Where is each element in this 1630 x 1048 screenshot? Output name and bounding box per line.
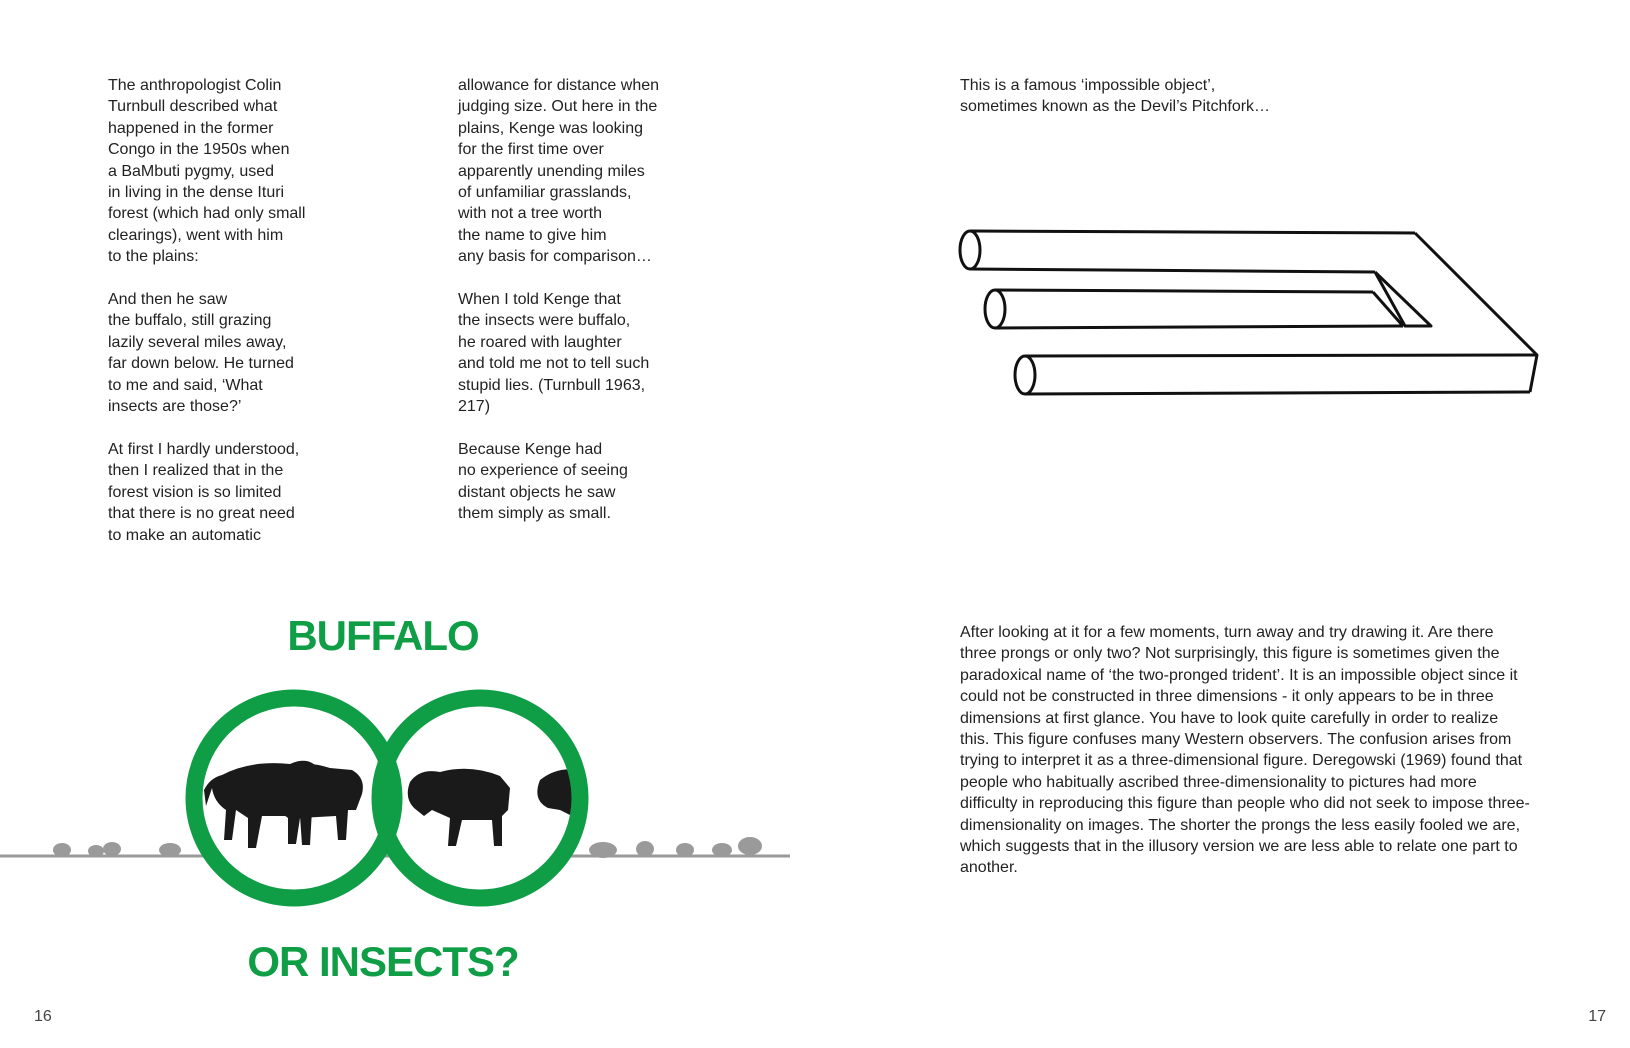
right-page [815, 0, 1630, 1048]
impossible-trident-icon [955, 220, 1555, 420]
illustration-title-top: BUFFALO [287, 612, 479, 659]
page-number-right: 17 [1588, 1008, 1606, 1025]
paragraph: When I told Kenge that the insects were buffalo, he roared with laughter and told me not to tell such stupid lies. (Turnbull 1963, 217) [458, 291, 650, 416]
page-number-left: 16 [34, 1008, 52, 1025]
paragraph: Because Kenge had no experience of seeing distant objects he saw them simply as small. [458, 440, 628, 523]
paragraph: At first I hardly understood, then I realized that in the forest vision is so limited that there is no great need to make an automatic [108, 440, 300, 544]
intro-text: This is a famous ‘impossible object’, sometimes known as the Devil’s Pitchfork… [960, 77, 1271, 116]
binoculars-buffalo-icon [0, 660, 800, 920]
explanation-text: After looking at it for a few moments, turn away and try drawing it. Are there three prongs or only two? Not surprisingly, this figure is sometimes given the paradoxical name of ‘the two-pronged trident’. It is an impossible object since it could not be constructed in three dimensions - it only appears to be in three dimensions at first glance. You have to look quite carefully in order to realize this. This figure confuses many Western observers. The confusion arises from trying to interpret it as a three-dimensional figure. Deregowski (1969) found that people who habitually ascribed three-dimensionality to pictures had more difficulty in reproducing this figure than people who did not seek to impose three-dimensionality on images. The shorter the prongs the less easily fooled we are, which suggests that in the illusory version we are less able to relate one part to another. [960, 624, 1530, 877]
illustration-title-bottom: OR INSECTS? [247, 938, 519, 985]
paragraph: The anthropologist Colin Turnbull described what happened in the former Congo in the 1950s when a BaMbuti pygmy, used in living in the dense Ituri forest (which had only small clearings), went with him to the plains: [108, 77, 306, 266]
text-column-1 [108, 75, 348, 567]
paragraph: allowance for distance when judging size. Out here in the plains, Kenge was looking for the first time over apparently unending miles of unfamiliar grasslands, with not a tree worth the name to give him any basis for comparison… [458, 77, 660, 266]
paragraph: And then he saw the buffalo, still grazing lazily several miles away, far down below. He turned to me and said, ‘What insects are those?’ [108, 291, 294, 416]
text-column-2 [458, 75, 698, 546]
